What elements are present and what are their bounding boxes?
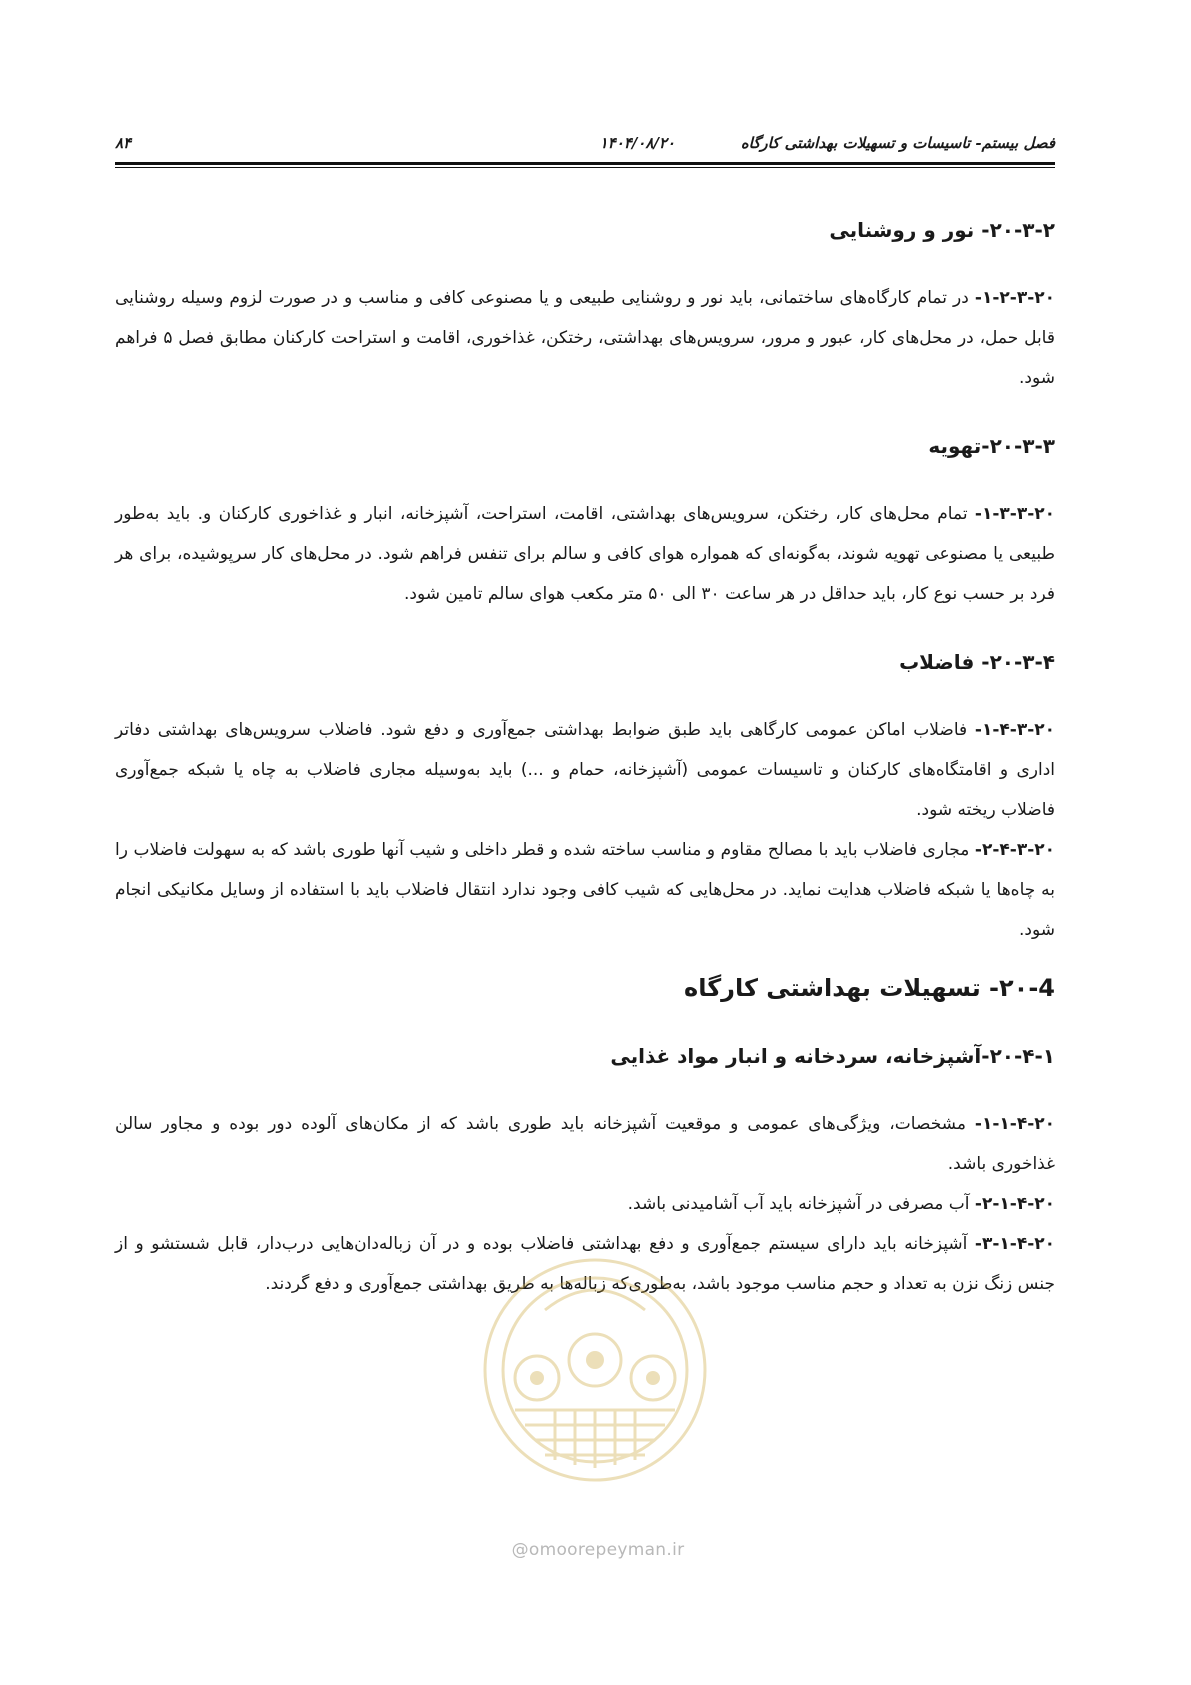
header-rule-thin: [115, 167, 1055, 168]
clause-text: فاضلاب اماکن عمومی کارگاهی باید طبق ضوابط بهداشتی جمع‌آوری و دفع شود. فاضلاب سرویس‌های بهداشتی دفاتر اداری و اقامتگاه‌های کارکنان و تاسیسات عمومی (آشپزخانه، حمام و ...) باید به‌وسیله مجاری فاضلاب به چاه یا شبکه جمع‌آوری فاضلاب ریخته شود.: [115, 720, 1055, 820]
header-rule-thick: [115, 162, 1055, 165]
clause-text: در تمام کارگاه‌های ساختمانی، باید نور و روشنایی طبیعی و یا مصنوعی کافی و مناسب و در صورت لزوم وسیله روشنایی قابل حمل، در محل‌های کار، عبور و مرور، سرویس‌های بهداشتی، رختکن، غذاخوری، اقامت و استراحت کارکنان مطابق فصل ۵ فراهم شود.: [115, 288, 1055, 388]
paragraph-ventilation-1: [115, 494, 1055, 614]
section-heading-ventilation: ۲۰-۳-۳-تهویه: [928, 434, 1055, 458]
clause-number: ۱-۳-۳-۲۰-: [974, 504, 1055, 524]
paragraph-sewage-2: [115, 830, 1055, 950]
watermark-caption: @omoorepeyman.ir: [511, 1540, 685, 1560]
clause-text: آشپزخانه باید دارای سیستم جمع‌آوری و دفع بهداشتی فاضلاب بوده و در آن زباله‌دان‌هایی درب‌دار، قابل شستشو و از جنس زنگ نزن به تعداد و حجم مناسب موجود باشد، به‌طوری‌که زباله‌ها به طریق بهداشتی جمع‌آوری و دفع گردند.: [115, 1234, 1055, 1294]
clause-number: ۲-۱-۴-۲۰-: [974, 1194, 1055, 1214]
clause-number: ۱-۴-۳-۲۰-: [974, 720, 1055, 740]
paragraph-lighting-1: [115, 278, 1055, 398]
chapter-title: فصل بیستم- تاسیسات و تسهیلات بهداشتی کارگاه: [740, 134, 1055, 152]
clause-text: مشخصات، ویژگی‌های عمومی و موقعیت آشپزخانه باید طوری باشد که از مکان‌های آلوده دور بوده و مجاور سالن غذاخوری باشد.: [115, 1114, 1055, 1174]
clause-number: ۱-۱-۴-۲۰-: [974, 1114, 1055, 1134]
running-header: [115, 128, 1055, 158]
header-date: ۱۴۰۴/۰۸/۲۰: [599, 134, 675, 152]
clause-number: ۲-۴-۳-۲۰-: [974, 840, 1055, 860]
clause-text: تمام محل‌های کار، رختکن، سرویس‌های بهداشتی، اقامت، استراحت، آشپزخانه، انبار و غذاخوری کارکنان و. باید به‌طور طبیعی یا مصنوعی تهویه شوند، به‌گونه‌ای که همواره هوای کافی و سالم برای تنفس فراهم شود. در محل‌های کار سرپوشیده، برای هر فرد بر حسب نوع کار، باید حداقل در هر ساعت ۳۰ الی ۵۰ متر مکعب هوای سالم تامین شود.: [115, 504, 1055, 604]
clause-text: آب مصرفی در آشپزخانه باید آب آشامیدنی باشد.: [627, 1194, 975, 1214]
section-heading-sewage: ۲۰-۳-۴- فاضلاب: [899, 650, 1055, 674]
main-heading-facilities: ۲۰-4- تسهیلات بهداشتی کارگاه: [684, 974, 1055, 1002]
omoorepeyman-seal-icon: [475, 1250, 715, 1490]
clause-number: ۳-۱-۴-۲۰-: [974, 1234, 1055, 1254]
paragraph-kitchen-2: [115, 1184, 1055, 1224]
paragraph-kitchen-1: [115, 1104, 1055, 1184]
clause-text: مجاری فاضلاب باید با مصالح مقاوم و مناسب ساخته شده و قطر داخلی و شیب آنها طوری باشد که به سهولت فاضلاب را به چاه‌ها یا شبکه فاضلاب هدایت نماید. در محل‌هایی که شیب کافی وجود ندارد انتقال فاضلاب باید با استفاده از وسایل مکانیکی انجام شود.: [115, 840, 1055, 940]
section-heading-lighting: ۲۰-۳-۲- نور و روشنایی: [829, 218, 1055, 242]
page-number: ۸۴: [115, 134, 132, 152]
paragraph-sewage-1: [115, 710, 1055, 830]
subsection-heading-kitchen: ۲۰-۴-۱-آشپزخانه، سردخانه و انبار مواد غذایی: [610, 1044, 1055, 1068]
clause-number: ۱-۲-۳-۲۰-: [974, 288, 1055, 308]
page-body: [115, 210, 1055, 1304]
